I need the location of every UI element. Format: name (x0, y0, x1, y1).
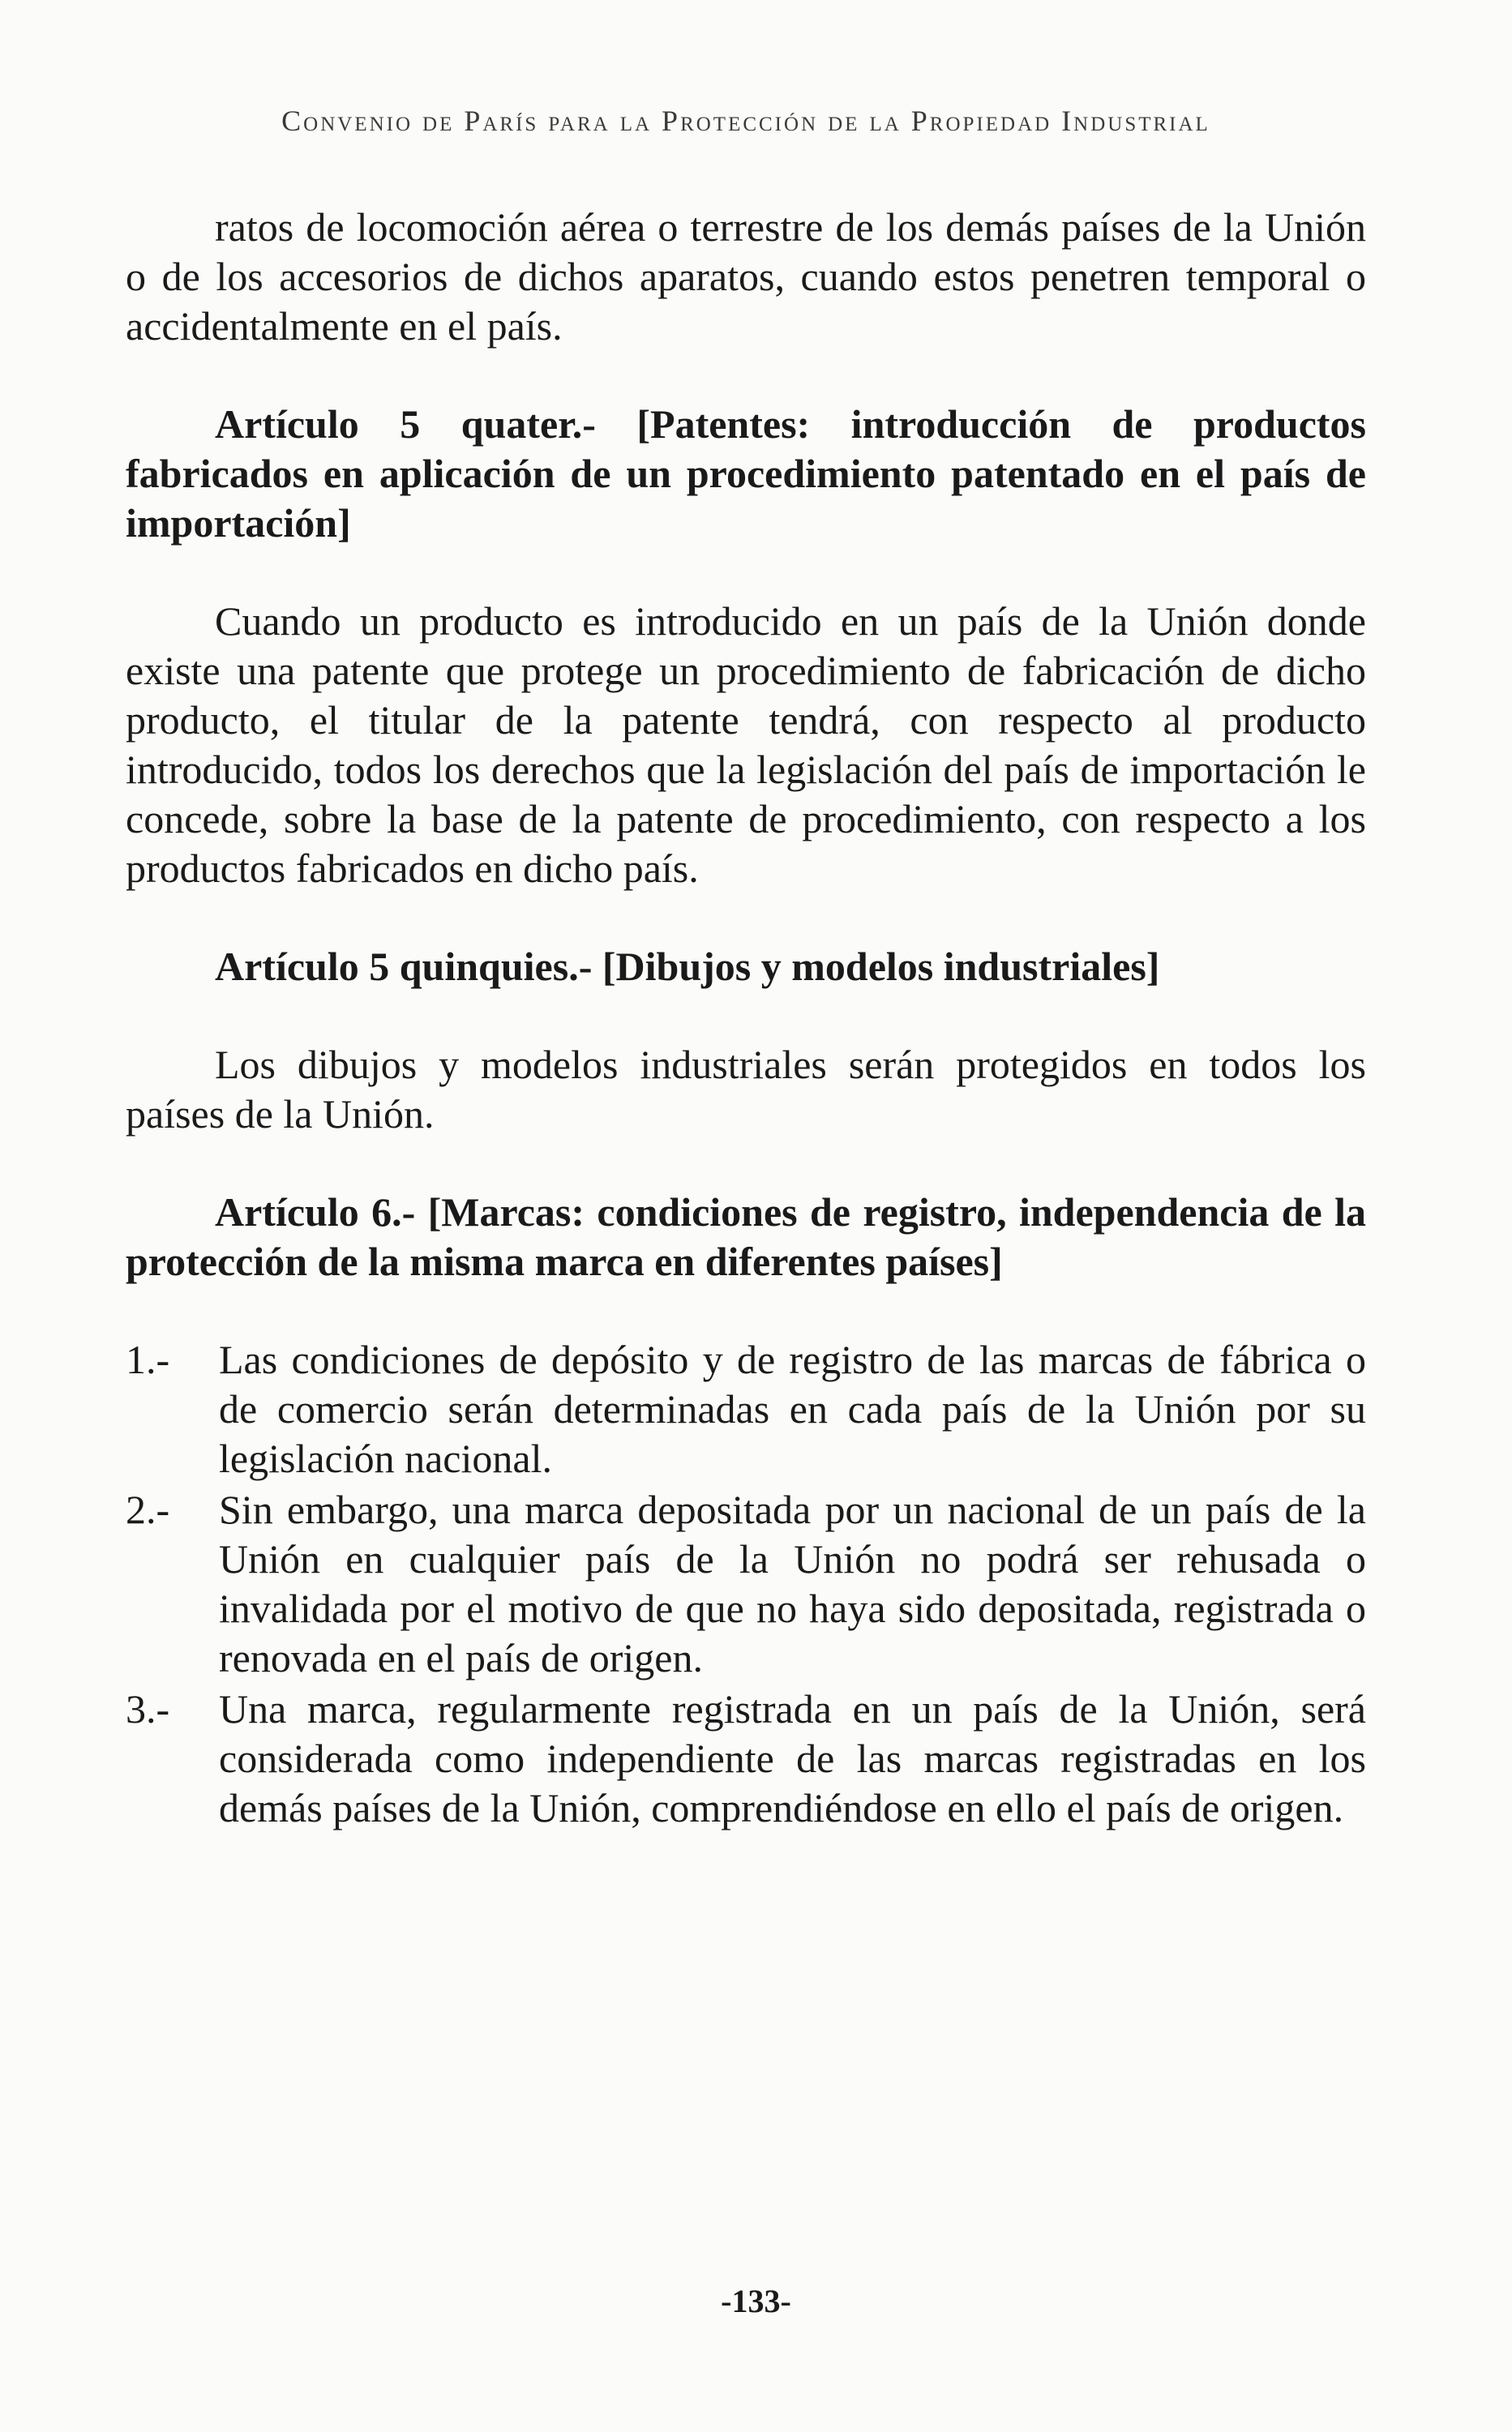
page-content (126, 203, 1366, 1835)
list-item-text: Las condiciones de depósito y de registro de las marcas de fábrica o de comercio serán determinadas en cada país de la Unión por su legislación nacional. (219, 1337, 1366, 1481)
article-heading-5-quater: Artículo 5 quater.- [Patentes: introducción de productos fabricados en aplicación de un procedimiento patentado en el país de importación] (126, 401, 1366, 546)
article-text-5-quater: Cuando un producto es introducido en un país de la Unión donde existe una patente que protege un procedimiento de fabricación de dicho producto, el titular de la patente tendrá, con respecto al producto introducido, todos los derechos que la legislación del país de importación le concede, sobre la base de la patente de procedimiento, con respecto a los productos fabricados en dicho país. (126, 598, 1366, 891)
list-item (126, 1335, 1366, 1484)
article-heading-6: Artículo 6.- [Marcas: condiciones de registro, independencia de la protección de la misma marca en diferentes países] (126, 1189, 1366, 1284)
page-number: -133- (721, 2283, 791, 2319)
list-item-number: 1.- (126, 1337, 170, 1382)
list-item-text: Una marca, regularmente registrada en un país de la Unión, será considerada como independiente de las marcas registradas en los demás países de la Unión, comprendiéndose en ello el país de origen. (219, 1686, 1366, 1830)
article-6-list (126, 1335, 1366, 1833)
list-item (126, 1485, 1366, 1683)
list-item-number: 3.- (126, 1686, 170, 1732)
list-item-text: Sin embargo, una marca depositada por un nacional de un país de la Unión en cualquier país de la Unión no podrá ser rehusada o invalidada por el motivo de que no haya sido depositada, registrada o renovada en el país de origen. (219, 1487, 1366, 1681)
list-item-number: 2.- (126, 1487, 170, 1532)
continuation-paragraph: ratos de locomoción aérea o terrestre de los demás países de la Unión o de los accesorios de dichos aparatos, cuando estos penetren temporal o accidentalmente en el país. (126, 204, 1366, 349)
article-heading-5-quinquies: Artículo 5 quinquies.- [Dibujos y modelos industriales] (215, 944, 1160, 989)
article-text-5-quinquies: Los dibujos y modelos industriales serán protegidos en todos los países de la Unión. (126, 1042, 1366, 1137)
running-header: Convenio de París para la Protección de la Propiedad Industrial (281, 105, 1210, 137)
list-item (126, 1685, 1366, 1833)
